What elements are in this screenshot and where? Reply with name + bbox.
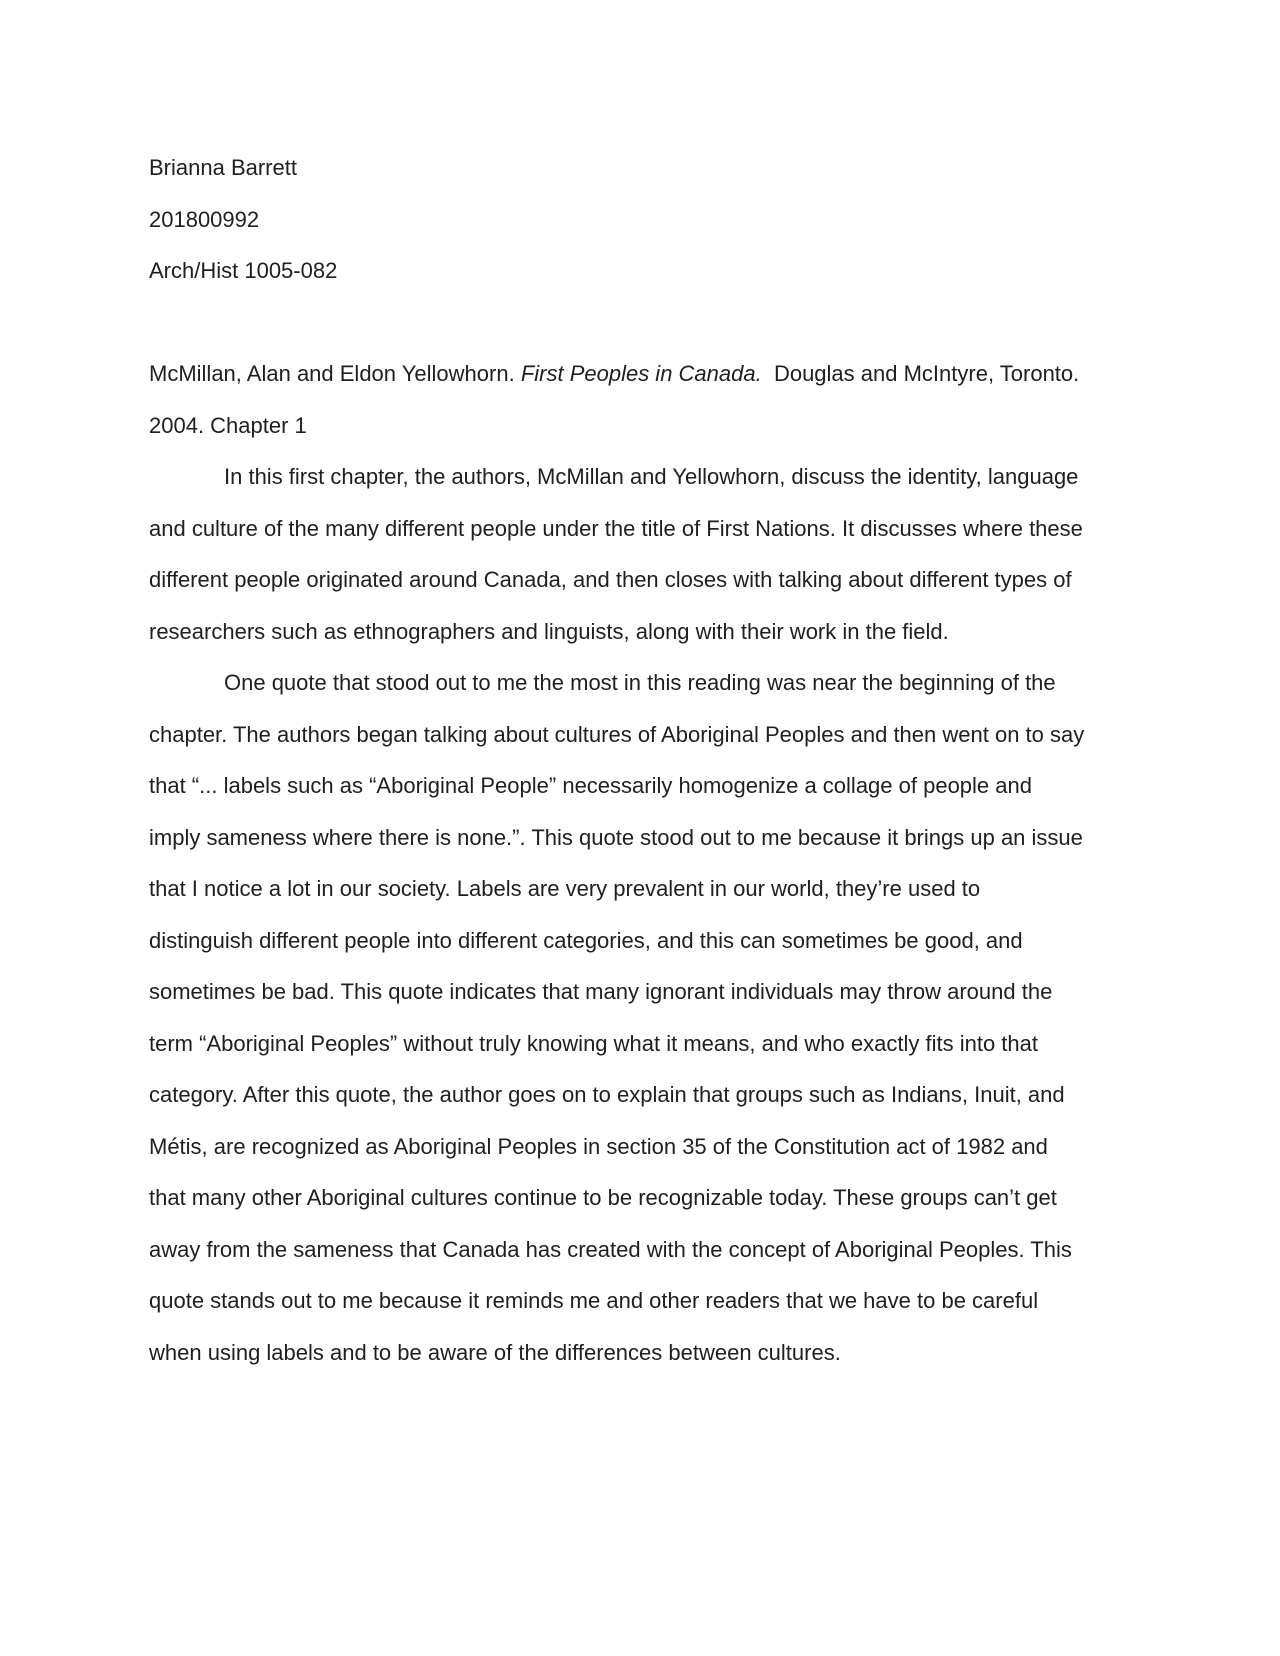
paragraph-line: quote stands out to me because it reminds me and other readers that we have to be careful: [149, 1288, 1039, 1313]
paragraph-line: that I notice a lot in our society. Labels are very prevalent in our world, they’re used to: [149, 876, 981, 901]
paragraph-line: sometimes be bad. This quote indicates that many ignorant individuals may throw around the: [149, 979, 1053, 1004]
paragraph-line: term “Aboriginal Peoples” without truly knowing what it means, and who exactly fits into that: [149, 1030, 1038, 1056]
student-id: 201800992: [149, 206, 260, 232]
paragraph-line: that “... labels such as “Aboriginal People” necessarily homogenize a collage of people and: [149, 773, 1032, 798]
paragraph-line: away from the sameness that Canada has created with the concept of Aboriginal Peoples. This: [149, 1236, 1072, 1262]
citation-line-1: [149, 348, 1131, 400]
paragraph-summary: [149, 451, 1131, 657]
document-body: [149, 142, 1131, 1378]
paragraph-line: when using labels and to be aware of the differences between cultures.: [149, 1339, 841, 1365]
paragraph-line: imply sameness where there is none.”. This quote stood out to me because it brings up an issue: [149, 824, 1083, 850]
paragraph-quote: [149, 657, 1131, 1378]
paragraph-line: distinguish different people into different categories, and this can sometimes be good, and: [149, 927, 1023, 953]
citation-publisher: Douglas and McIntyre, Toronto.: [773, 361, 1080, 386]
citation: [149, 348, 1131, 451]
paragraph-line: One quote that stood out to me the most in this reading was near the beginning of the: [224, 670, 1056, 695]
course-code: Arch/Hist 1005-082: [149, 258, 338, 283]
paragraph-line: In this first chapter, the authors, McMillan and Yellowhorn, discuss the identity, language: [224, 464, 1079, 489]
paragraph-line: different people originated around Canada, and then closes with talking about different types of: [149, 567, 1072, 592]
blank-line: [149, 297, 1131, 349]
author-name: Brianna Barrett: [149, 155, 297, 180]
paragraph-line: and culture of the many different people under the title of First Nations. It discusses where these: [149, 515, 1083, 541]
citation-authors: McMillan, Alan and Eldon Yellowhorn.: [149, 361, 515, 386]
paragraph-line: researchers such as ethnographers and linguists, along with their work in the field.: [149, 618, 949, 644]
paragraph-line: category. After this quote, the author goes on to explain that groups such as Indians, Inuit, and: [149, 1082, 1065, 1107]
paragraph-line: chapter. The authors began talking about cultures of Aboriginal Peoples and then went on to say: [149, 721, 1085, 747]
citation-year-chapter: 2004. Chapter 1: [149, 412, 307, 438]
paragraph-line: that many other Aboriginal cultures continue to be recognizable today. These groups can’t get: [149, 1185, 1057, 1210]
paragraph-line: Métis, are recognized as Aboriginal Peoples in section 35 of the Constitution act of 1982 and: [149, 1133, 1048, 1159]
citation-title: First Peoples in Canada.: [520, 361, 762, 386]
